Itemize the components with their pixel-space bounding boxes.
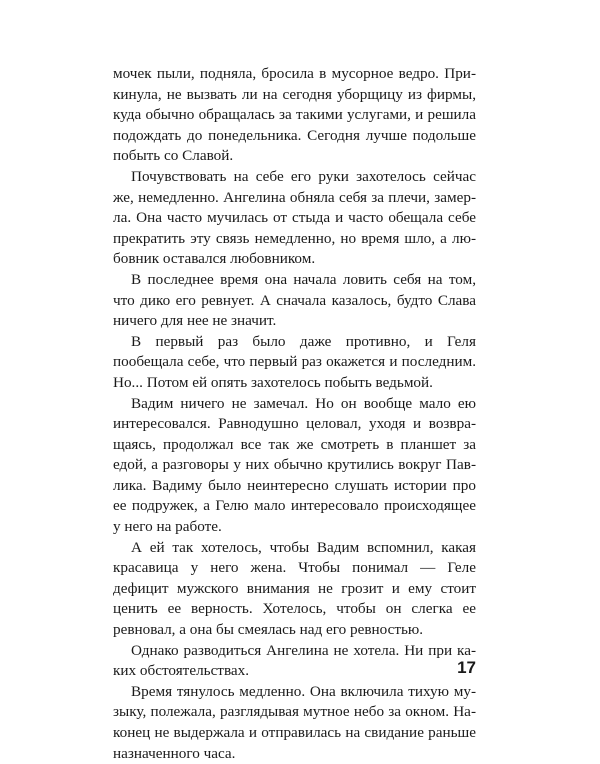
paragraph: Почувствовать на себе его руки захотелось сейчас же, немедленно. Ангелина обняла себя за плечи, замерла. Она часто мучилась от стыда и часто обещала себе прекратить эту связь немедленно, но время шло, а любовник оставался любовником. (113, 167, 476, 268)
paragraph: Время тянулось медленно. Она включила тихую музыку, полежала, разглядывая мутное небо за окном. Наконец не выдержала и отправилась на свидание раньше назначенного часа. (113, 682, 476, 762)
paragraph: В последнее время она начала ловить себя на том, что дико его ревнует. А сначала казалось, будто Слава ничего для нее не значит. (113, 270, 476, 330)
paragraph: А ей так хотелось, чтобы Вадим вспомнил, какая красавица у него жена. Чтобы понимал — Геле дефицит мужского внимания не грозит и ему стоит ценить ее верность. Хотелось, чтобы он слегка ее ревновал, а она бы смеялась над его ревностью. (113, 538, 476, 639)
paragraph: Однако разводиться Ангелина не хотела. Ни при каких обстоятельствах. (113, 641, 476, 680)
body-text (113, 64, 476, 764)
paragraph: В первый раз было даже противно, и Геля пообещала себе, что первый раз окажется и последним. Но... Потом ей опять захотелось побыть ведьмой. (113, 332, 476, 391)
page-number: 17 (457, 658, 476, 677)
paragraph-continued: мочек пыли, подняла, бросила в мусорное ведро. Прикинула, не вызвать ли на сегодня уборщицу из фирмы, куда обычно обращалась за такими услугами, и решила подождать до понедельника. Сегодня лучше подольше побыть со Славой. (113, 65, 476, 165)
paragraph: Вадим ничего не замечал. Но он вообще мало ею интересовался. Равнодушно целовал, уходя и возвращаясь, продолжал все так же смотреть в планшет за едой, а разговоры у них обычно крутились вокруг Павлика. Вадиму было неинтересно слушать истории про ее подружек, а Гелю мало интересовало происходящее у него на работе. (113, 394, 476, 536)
